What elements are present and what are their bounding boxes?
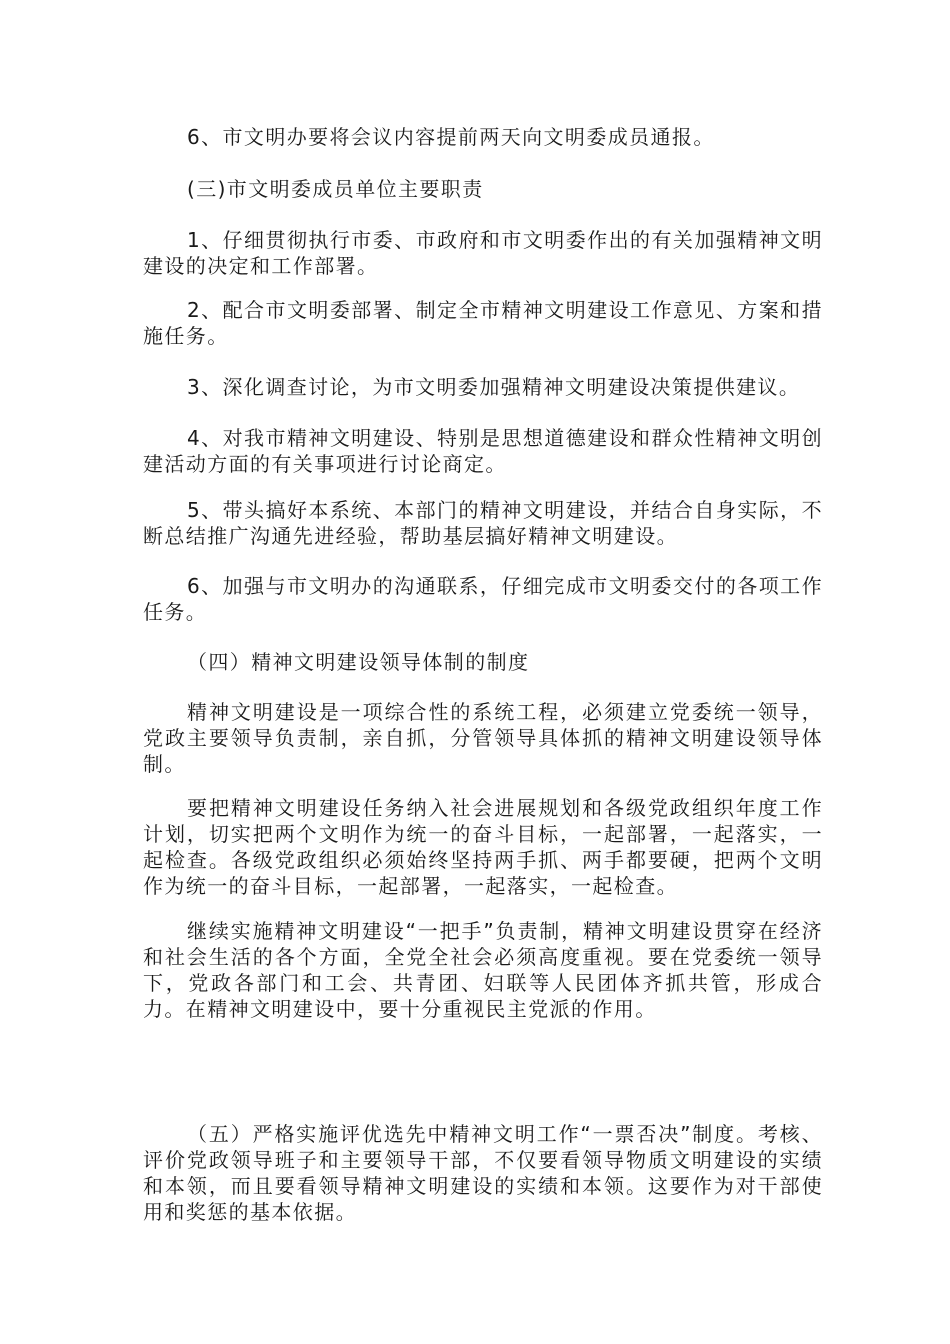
paragraph-duty-3: 3、深化调查讨论，为市文明委加强精神文明建设决策提供建议。 <box>187 375 801 399</box>
paragraph-leadership: 精神文明建设是一项综合性的系统工程，必须建立党委统一领导，党政主要领导负责制，亲自抓，分管领导具体抓的精神文明建设领导体制。 <box>143 700 823 776</box>
section-heading-3: (三)市文明委成员单位主要职责 <box>187 177 484 201</box>
paragraph-duty-6: 6、加强与市文明办的沟通联系，仔细完成市文明委交付的各项工作任务。 <box>143 574 823 624</box>
paragraph-planning: 要把精神文明建设任务纳入社会进展规划和各级党政组织年度工作计划，切实把两个文明作为统一的奋斗目标，一起部署，一起落实，一起检查。各级党政组织必须始终坚持两手抓、两手都要硬，把两个文明作为统一的奋斗目标，一起部署，一起落实，一起检查。 <box>143 796 823 898</box>
paragraph-duty-5: 5、带头搞好本系统、本部门的精神文明建设，并结合自身实际，不断总结推广沟通先进经验，帮助基层搞好精神文明建设。 <box>143 498 823 548</box>
section-heading-4: （四）精神文明建设领导体制的制度 <box>187 650 530 674</box>
section-heading-5: （五）严格实施评优选先中精神文明工作“一票否决”制度。考核、评价党政领导班子和主要领导干部，不仅要看领导物质文明建设的实绩和本领，而且要看领导精神文明建设的实绩和本领。这要作为对干部使用和奖惩的基本依据。 <box>143 1122 823 1224</box>
paragraph-duty-1: 1、仔细贯彻执行市委、市政府和市文明委作出的有关加强精神文明建设的决定和工作部署。 <box>143 228 823 278</box>
paragraph-duty-4: 4、对我市精神文明建设、特别是思想道德建设和群众性精神文明创建活动方面的有关事项进行讨论商定。 <box>143 426 823 476</box>
paragraph-responsibility: 继续实施精神文明建设“一把手”负责制，精神文明建设贯穿在经济和社会生活的各个方面，全党全社会必须高度重视。要在党委统一领导下，党政各部门和工会、共青团、妇联等人民团体齐抓共管，形成合力。在精神文明建设中，要十分重视民主党派的作用。 <box>143 919 823 1021</box>
paragraph-1: 6、市文明办要将会议内容提前两天向文明委成员通报。 <box>187 125 715 149</box>
paragraph-duty-2: 2、配合市文明委部署、制定全市精神文明建设工作意见、方案和措施任务。 <box>143 298 823 348</box>
